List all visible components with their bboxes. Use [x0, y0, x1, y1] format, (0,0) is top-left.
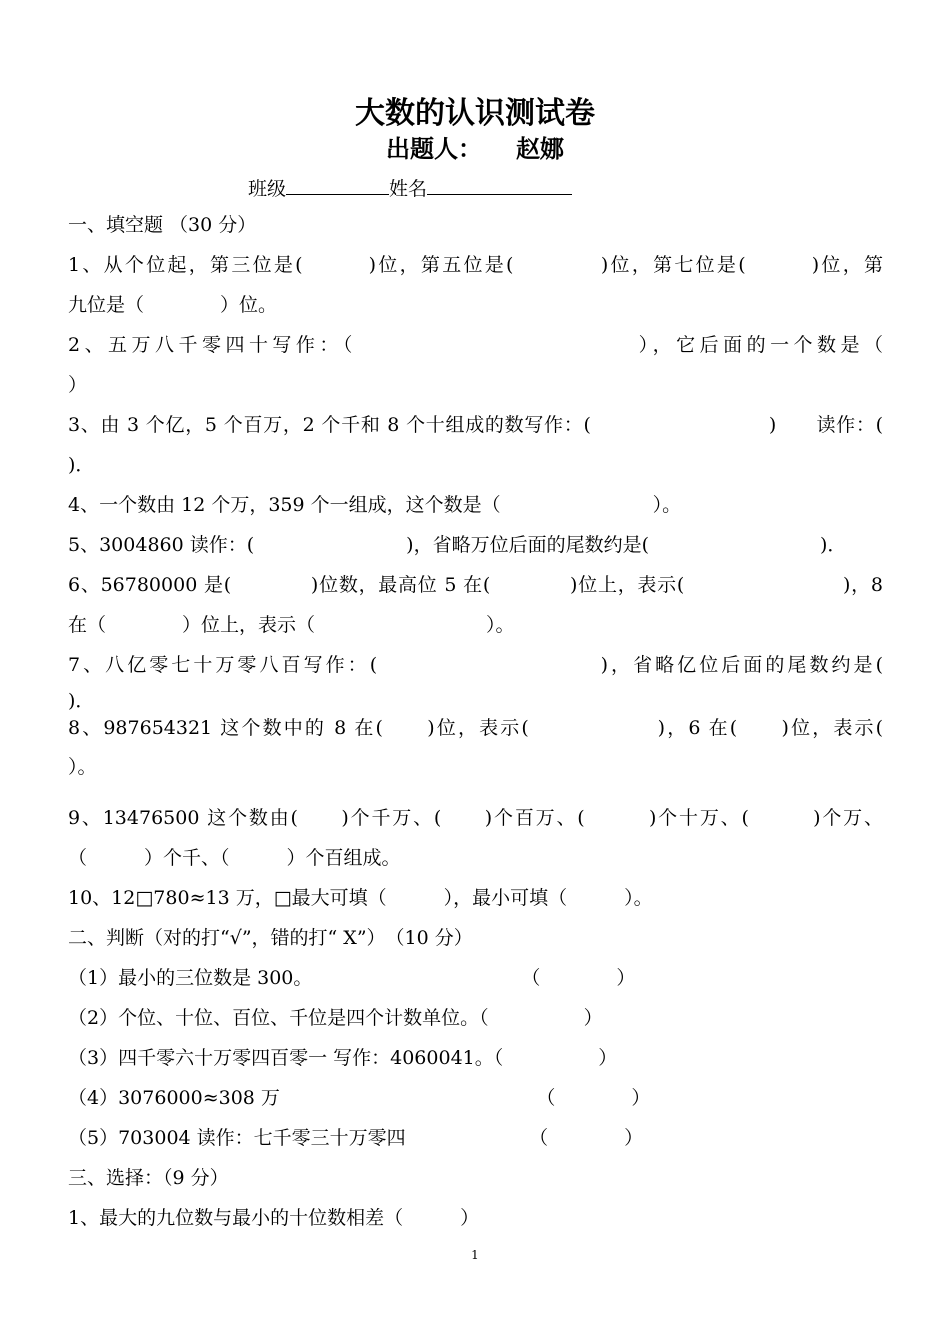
- judgment-item: （3）四千零六十万零四百零一 写作：4060041。（ ）: [68, 1047, 618, 1069]
- class-label: 班级: [248, 178, 287, 200]
- section-heading: 三、选择：（9 分）: [68, 1167, 229, 1189]
- question-line: 4、一个数由 12 个万，359 个一组成，这个数是（ ）。: [68, 494, 682, 516]
- question-line: 9、13476500 这个数由( )个千万、( )个百万、( )个十万、( )个万、: [68, 807, 883, 829]
- question-line: )．: [68, 454, 95, 476]
- name-blank[interactable]: [427, 172, 572, 195]
- question-line: 3、由 3 个亿，5 个百万，2 个千和 8 个十组成的数写作：( ) 读作：(: [68, 414, 883, 436]
- question-line: 九位是（ ）位。: [68, 294, 278, 316]
- question-line: 1、从个位起，第三位是( )位，第五位是( )位，第七位是( )位，第: [68, 254, 883, 276]
- question-line: 5、3004860 读作：( )，省略万位后面的尾数约是( )．: [68, 534, 847, 556]
- question-line: 6、56780000 是( )位数，最高位 5 在( )位上，表示( )，8: [68, 574, 883, 596]
- author-label: 出题人：: [386, 135, 482, 163]
- judgment-item: （1）最小的三位数是 300。 （ ）: [68, 967, 636, 989]
- question-line: 2、五万八千零四十写作：（ ），它后面的一个数是（: [68, 334, 883, 356]
- question-line: )．: [68, 690, 95, 712]
- question-line: 10、12□780≈13 万，□最大可填（ ），最小可填（ ）。: [68, 887, 653, 909]
- page-number: 1: [471, 1248, 479, 1262]
- question-line: ）: [68, 374, 88, 396]
- question-line: （ ）个千、（ ）个百组成。: [68, 847, 401, 869]
- section-heading: 一、填空题 （30 分）: [68, 214, 257, 236]
- author-line: [0, 133, 950, 165]
- judgment-item: （2）个位、十位、百位、千位是四个计数单位。（ ）: [68, 1007, 603, 1029]
- page-title: 大数的认识测试卷: [355, 96, 595, 131]
- question-line: 1、最大的九位数与最小的十位数相差（ ）: [68, 1207, 480, 1229]
- question-line: ）。: [68, 756, 97, 778]
- student-info: [248, 172, 572, 203]
- question-line: 7、八亿零七十万零八百写作：( )，省略亿位后面的尾数约是(: [68, 654, 883, 676]
- judgment-item: （4）3076000≈308 万 （ ）: [68, 1087, 651, 1109]
- question-line: 8、987654321 这个数中的 8 在( )位，表示( )，6 在( )位，表示(: [68, 717, 883, 739]
- question-line: 在（ ）位上，表示（ ）。: [68, 614, 515, 636]
- judgment-item: （5）703004 读作：七千零三十万零四 （ ）: [68, 1127, 644, 1149]
- class-blank[interactable]: [286, 172, 389, 195]
- author-name: 赵娜: [516, 135, 564, 163]
- section-heading: 二、判断（对的打“√”，错的打“ X”） （10 分）: [68, 927, 473, 949]
- name-label: 姓名: [389, 178, 428, 200]
